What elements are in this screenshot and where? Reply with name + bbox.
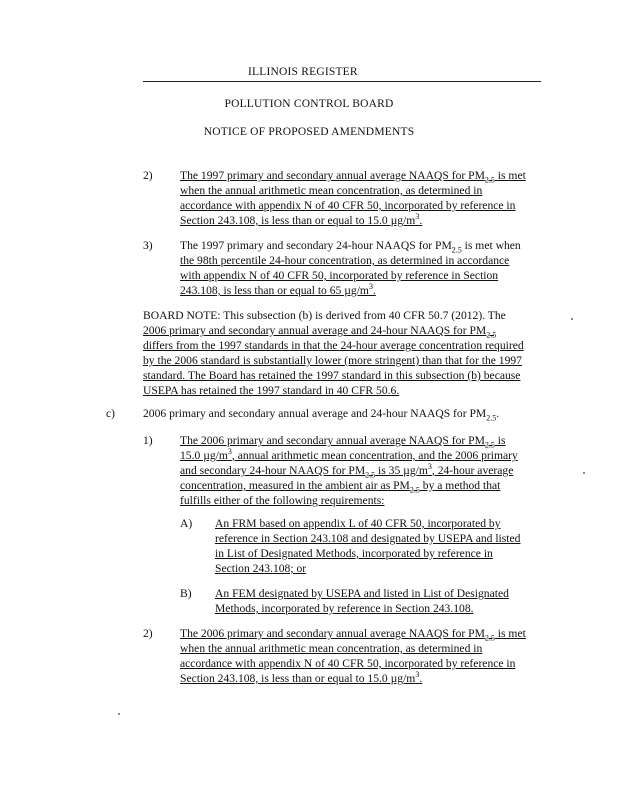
item-2-line-3: accordance with appendix N of 40 CFR 50, incorporated by reference in xyxy=(180,199,516,212)
cB-line-1: An FEM designated by USEPA and listed in List of Designated xyxy=(215,587,509,600)
board-name: POLLUTION CONTROL BOARD xyxy=(224,98,394,110)
c2-line-2: when the annual arithmetic mean concentration, as determined in xyxy=(180,642,483,655)
cB-text xyxy=(215,586,509,616)
item-2-line-4: Section 243.108, is less than or equal to 15.0 $\mu g/m^3$. xyxy=(180,212,423,227)
board-note-line-3: differs from the 1997 standards in that the 24-hour average concentration required xyxy=(143,339,524,352)
scan-speck xyxy=(583,472,585,474)
item-3-line-2: the 98th percentile 24-hour concentration, as determined in accordance xyxy=(180,254,510,267)
c1-line-5: fulfills either of the following requirements: xyxy=(180,494,385,507)
item-2-number: 2) xyxy=(143,169,153,182)
board-note xyxy=(143,308,524,398)
scan-speck xyxy=(571,318,573,320)
c1-line-3: and secondary 24-hour NAAQS for $PM_{2.5}$ is 35 $\mu g/m^3$, 24-hour average xyxy=(180,462,514,480)
c1-line-2: 15.0 $\mu g/m^3$, annual arithmetic mean concentration, and the 2006 primary xyxy=(180,447,518,462)
cA-text xyxy=(215,516,520,576)
c2-text xyxy=(180,626,526,686)
item-3-line-3: with appendix N of 40 CFR 50, incorporated by reference in Section xyxy=(180,269,499,282)
c1-line-1: The 2006 primary and secondary annual average NAAQS for $PM_{2.5}$ is xyxy=(180,434,506,450)
header-rule xyxy=(143,81,541,82)
item-2-line-2: when the annual arithmetic mean concentration, as determined in xyxy=(180,184,483,197)
item-3-line-1: The 1997 primary and secondary 24-hour NAAQS for $PM_{2.5}$ is met when xyxy=(180,239,521,255)
board-note-line-2: 2006 primary and secondary annual average and 24-hour NAAQS for $PM_{2.5}$ xyxy=(143,324,497,340)
c2-line-4: Section 243.108, is less than or equal to 15.0 $\mu g/m^3$. xyxy=(180,670,423,685)
cB-line-2: Methods, incorporated by reference in Section 243.108. xyxy=(215,602,474,615)
board-note-line-1: BOARD NOTE: This subsection (b) is derived from 40 CFR 50.7 (2012). The xyxy=(143,309,506,322)
cA-line-2: reference in Section 243.108 and designated by USEPA and listed xyxy=(215,532,521,545)
cA-line-1: An FRM based on appendix L of 40 CFR 50, incorporated by xyxy=(215,517,501,530)
item-2-text xyxy=(180,168,526,228)
c1-line-4: concentration, measured in the ambient air as $PM_{2.5}$ by a method that xyxy=(180,479,501,495)
register-title: ILLINOIS REGISTER xyxy=(248,66,358,78)
cA-line-4: Section 243.108; or xyxy=(215,562,307,575)
c1-text xyxy=(180,433,518,508)
section-c-heading xyxy=(143,406,499,421)
c2-line-3: accordance with appendix N of 40 CFR 50, incorporated by reference in xyxy=(180,657,516,670)
section-c-number: c) xyxy=(106,407,116,420)
item-3-line-4: 243.108, is less than or equal to 65 $\mu g/m^3$. xyxy=(180,282,376,297)
c1-number: 1) xyxy=(143,434,153,447)
board-note-line-5: standard. The Board has retained the 1997 standard in this subsection (b) because xyxy=(143,369,521,382)
cA-line-3: in List of Designated Methods, incorporated by reference in xyxy=(215,547,493,560)
notice-title: NOTICE OF PROPOSED AMENDMENTS xyxy=(203,126,415,138)
section-c-line: 2006 primary and secondary annual average and 24-hour NAAQS for $PM_{2.5}$. xyxy=(143,407,500,423)
board-note-line-6: USEPA has retained the 1997 standard in 40 CFR 50.6. xyxy=(143,384,400,397)
c2-line-1: The 2006 primary and secondary annual average NAAQS for $PM_{2.5}$ is met xyxy=(180,627,526,643)
cA-letter: A) xyxy=(180,517,193,530)
scan-speck xyxy=(118,713,120,715)
c2-number: 2) xyxy=(143,627,153,640)
item-2-line-1: The 1997 primary and secondary annual average NAAQS for $PM_{2.5}$ is met xyxy=(180,169,526,185)
item-3-text xyxy=(180,238,521,298)
cB-letter: B) xyxy=(180,587,192,600)
board-note-line-4: by the 2006 standard is substantially lower (more stringent) than that for the 1997 xyxy=(143,354,522,367)
item-3-number: 3) xyxy=(143,239,153,252)
